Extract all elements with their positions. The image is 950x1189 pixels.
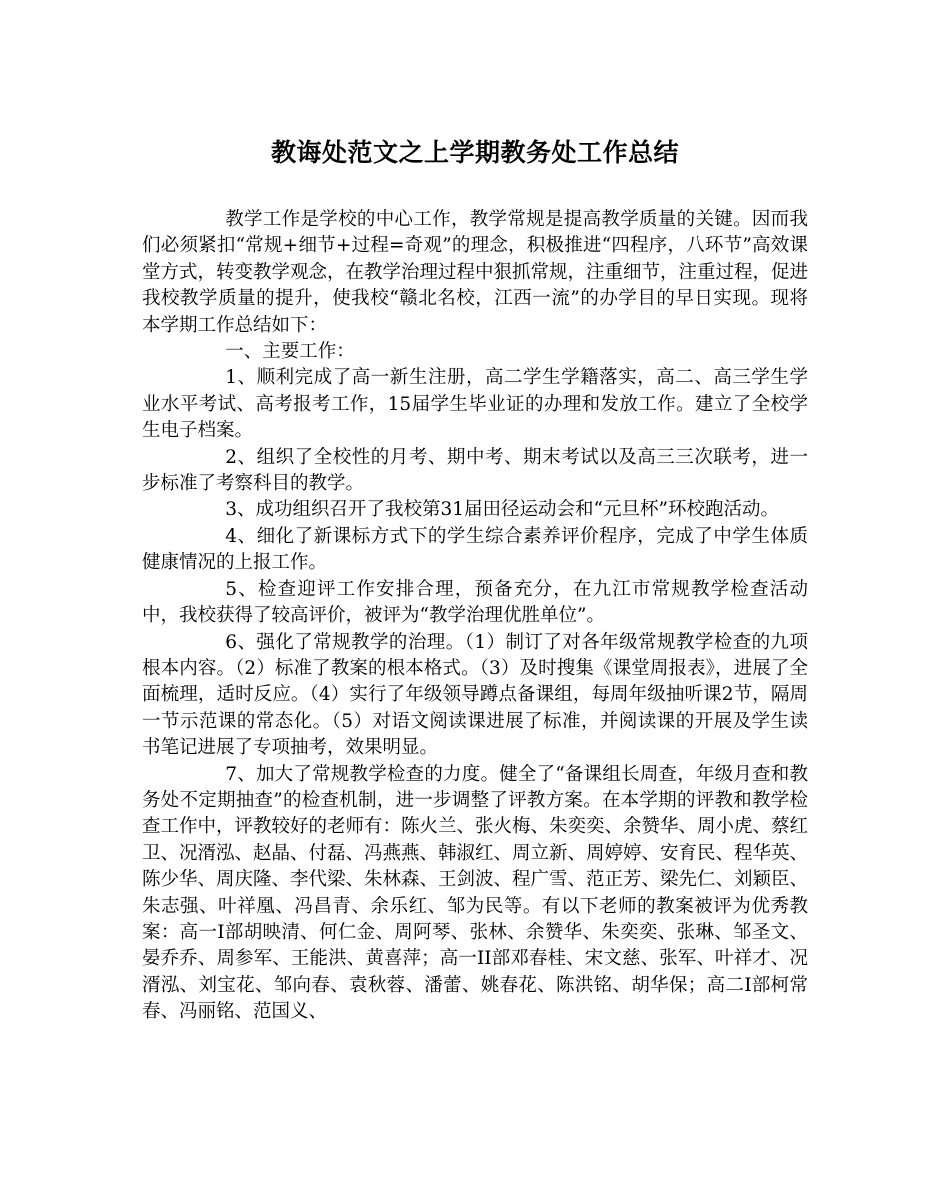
work-item-7: 7、加大了常规教学检查的力度。健全了“备课组长周查，年级月查和教务处不定期抽查”的检查机制，进一步调整了评教方案。在本学期的评教和教学检查工作中，评教较好的老师有：陈火兰、张火梅、朱奕奕、余赞华、周小虎、蔡红卫、况湑泓、赵晶、付磊、冯燕燕、韩淑红、周立新、周婷婷、安育民、程华英、陈少华、周庆隆、李代梁、朱林森、王剑波、程广雪、范正芳、梁先仁、刘颖臣、朱志强、叶祥凰、冯昌青、余乐红、邹为民等。有以下老师的教案被评为优秀教案：高一Ⅰ部胡映清、何仁金、周阿琴、张林、余赞华、朱奕奕、张琳、邹圣文、晏乔乔、周参军、王能洪、黄喜萍；高一II部邓春桂、宋文慈、张军、叶祥才、况湑泓、刘宝花、邹向春、袁秋蓉、潘蕾、姚春花、陈洪铭、胡华保；高二Ⅰ部柯常春、冯丽铭、范国义、 bbox=[142, 763, 809, 1023]
work-item-2: 2、组织了全校性的月考、期中考、期末考试以及高三三次联考，进一步标准了考察科目的教学。 bbox=[142, 446, 808, 495]
work-item-4: 4、细化了新课标方式下的学生综合素养评价程序，完成了中学生体质健康情况的上报工作。 bbox=[142, 525, 808, 574]
document-body bbox=[142, 207, 808, 1026]
intro-paragraph: 教学工作是学校的中心工作，教学常规是提高教学质量的关键。因而我们必须紧扣“常规+细节+过程=奇观”的理念，积极推进“四程序，八环节”高效课堂方式，转变教学观念，在教学治理过程中狠抓常规，注重细节，注重过程，促进我校教学质量的提升，使我校“赣北名校，江西一流”的办学目的早日实现。现将本学期工作总结如下： bbox=[142, 209, 809, 336]
work-item-1: 1、顺利完成了高一新生注册，高二学生学籍落实，高二、高三学生学业水平考试、高考报考工作，15届学生毕业证的办理和发放工作。建立了全校学生电子档案。 bbox=[142, 367, 808, 442]
work-item-3: 3、成功组织召开了我校第31届田径运动会和“元旦杯”环校跑活动。 bbox=[225, 499, 779, 521]
section-heading-main-work: 一、主要工作： bbox=[225, 341, 355, 363]
document-title: 教诲处范文之上学期教务处工作总结 bbox=[270, 138, 679, 167]
work-item-5: 5、检查迎评工作安排合理，预备充分，在九江市常规教学检查活动中，我校获得了较高评价，被评为“教学治理优胜单位”。 bbox=[142, 578, 808, 627]
work-item-6: 6、强化了常规教学的治理。（1）制订了对各年级常规教学检查的九项根本内容。（2）标准了教案的根本格式。（3）及时搜集《课堂周报表》，进展了全面梳理，适时反应。（4）实行了年级领导蹲点备课组，每周年级抽听课2节，隔周一节示范课的常态化。（5）对语文阅读课进展了标准，并阅读课的开展及学生读书笔记进展了专项抽考，效果明显。 bbox=[142, 631, 808, 759]
